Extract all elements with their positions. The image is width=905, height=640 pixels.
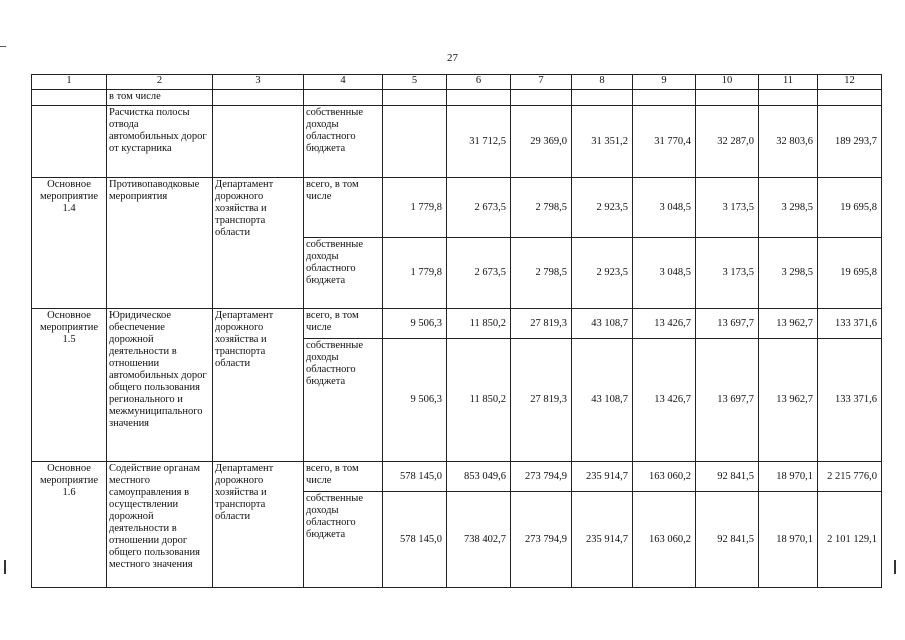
value-cell: 19 695,8 xyxy=(818,178,882,238)
header-cell: 4 xyxy=(304,75,383,90)
activity-name: Расчистка полосы отвода автомобильных дорог от кустарника xyxy=(107,106,213,178)
empty-cell xyxy=(759,90,818,106)
value-cell: 2 798,5 xyxy=(511,178,572,238)
value-cell xyxy=(383,106,447,178)
value-cell: 133 371,6 xyxy=(818,309,882,339)
value-cell: 738 402,7 xyxy=(447,492,511,588)
executor: Департамент дорожного хозяйства и транспорта области xyxy=(213,178,304,309)
value-cell: 163 060,2 xyxy=(633,492,696,588)
binding-mark-right xyxy=(894,560,896,574)
value-cell: 32 803,6 xyxy=(759,106,818,178)
value-cell: 235 914,7 xyxy=(572,492,633,588)
value-cell: 29 369,0 xyxy=(511,106,572,178)
value-cell: 273 794,9 xyxy=(511,492,572,588)
value-cell: 13 962,7 xyxy=(759,309,818,339)
funding-source: собственные доходы областного бюджета xyxy=(304,492,383,588)
executor: Департамент дорожного хозяйства и транспорта области xyxy=(213,462,304,588)
activity-name: Противопаводковые мероприятия xyxy=(107,178,213,309)
value-cell: 13 426,7 xyxy=(633,339,696,462)
empty-cell xyxy=(32,106,107,178)
value-cell: 19 695,8 xyxy=(818,238,882,309)
margin-dash xyxy=(0,46,6,47)
value-cell: 18 970,1 xyxy=(759,492,818,588)
value-cell: 578 145,0 xyxy=(383,462,447,492)
value-cell: 9 506,3 xyxy=(383,339,447,462)
empty-cell xyxy=(447,90,511,106)
value-cell: 2 673,5 xyxy=(447,178,511,238)
value-cell: 13 697,7 xyxy=(696,309,759,339)
value-cell: 3 298,5 xyxy=(759,238,818,309)
empty-cell xyxy=(213,90,304,106)
value-cell: 163 060,2 xyxy=(633,462,696,492)
value-cell: 43 108,7 xyxy=(572,339,633,462)
value-cell: 133 371,6 xyxy=(818,339,882,462)
value-cell: 32 287,0 xyxy=(696,106,759,178)
value-cell: 31 351,2 xyxy=(572,106,633,178)
activity-code: Основное мероприятие 1.4 xyxy=(32,178,107,309)
value-cell: 273 794,9 xyxy=(511,462,572,492)
executor: Департамент дорожного хозяйства и транспорта области xyxy=(213,309,304,462)
value-cell: 31 712,5 xyxy=(447,106,511,178)
budget-table xyxy=(31,74,882,588)
subheading-label: в том числе xyxy=(107,90,213,106)
value-cell: 92 841,5 xyxy=(696,492,759,588)
value-cell: 1 779,8 xyxy=(383,178,447,238)
funding-source: всего, в том числе xyxy=(304,462,383,492)
value-cell: 3 173,5 xyxy=(696,238,759,309)
value-cell: 2 215 776,0 xyxy=(818,462,882,492)
value-cell: 235 914,7 xyxy=(572,462,633,492)
value-cell: 92 841,5 xyxy=(696,462,759,492)
header-cell: 8 xyxy=(572,75,633,90)
empty-cell xyxy=(213,106,304,178)
value-cell: 3 298,5 xyxy=(759,178,818,238)
funding-source: всего, в том числе xyxy=(304,309,383,339)
value-cell: 27 819,3 xyxy=(511,339,572,462)
page-number: 27 xyxy=(447,52,458,64)
empty-cell xyxy=(304,90,383,106)
funding-source: всего, в том числе xyxy=(304,178,383,238)
header-cell: 11 xyxy=(759,75,818,90)
empty-cell xyxy=(818,90,882,106)
table-row xyxy=(32,462,882,492)
header-row xyxy=(32,75,882,90)
funding-source: собственные доходы областного бюджета xyxy=(304,238,383,309)
value-cell: 3 173,5 xyxy=(696,178,759,238)
table-row xyxy=(32,309,882,339)
value-cell: 2 798,5 xyxy=(511,238,572,309)
header-cell: 5 xyxy=(383,75,447,90)
value-cell: 11 850,2 xyxy=(447,309,511,339)
header-cell: 3 xyxy=(213,75,304,90)
header-cell: 7 xyxy=(511,75,572,90)
binding-mark-left xyxy=(4,560,6,574)
empty-cell xyxy=(696,90,759,106)
value-cell: 2 923,5 xyxy=(572,178,633,238)
subheading-row xyxy=(32,90,882,106)
empty-cell xyxy=(572,90,633,106)
value-cell: 11 850,2 xyxy=(447,339,511,462)
empty-cell xyxy=(383,90,447,106)
value-cell: 3 048,5 xyxy=(633,178,696,238)
value-cell: 13 697,7 xyxy=(696,339,759,462)
table-row xyxy=(32,106,882,178)
header-cell: 9 xyxy=(633,75,696,90)
table-row xyxy=(32,178,882,238)
value-cell: 13 962,7 xyxy=(759,339,818,462)
value-cell: 27 819,3 xyxy=(511,309,572,339)
header-cell: 6 xyxy=(447,75,511,90)
empty-cell xyxy=(32,90,107,106)
value-cell: 2 101 129,1 xyxy=(818,492,882,588)
funding-source: собственные доходы областного бюджета xyxy=(304,339,383,462)
value-cell: 31 770,4 xyxy=(633,106,696,178)
value-cell: 1 779,8 xyxy=(383,238,447,309)
value-cell: 2 673,5 xyxy=(447,238,511,309)
header-cell: 2 xyxy=(107,75,213,90)
activity-code: Основное мероприятие 1.6 xyxy=(32,462,107,588)
value-cell: 3 048,5 xyxy=(633,238,696,309)
funding-source: собственные доходы областного бюджета xyxy=(304,106,383,178)
value-cell: 18 970,1 xyxy=(759,462,818,492)
header-cell: 10 xyxy=(696,75,759,90)
header-cell: 1 xyxy=(32,75,107,90)
value-cell: 13 426,7 xyxy=(633,309,696,339)
value-cell: 189 293,7 xyxy=(818,106,882,178)
empty-cell xyxy=(633,90,696,106)
activity-name: Юридическое обеспечение дорожной деятельности в отношении автомобильных дорог общего пользования регионального и межмуниципального значения xyxy=(107,309,213,462)
empty-cell xyxy=(511,90,572,106)
value-cell: 9 506,3 xyxy=(383,309,447,339)
header-cell: 12 xyxy=(818,75,882,90)
value-cell: 2 923,5 xyxy=(572,238,633,309)
value-cell: 853 049,6 xyxy=(447,462,511,492)
activity-name: Содействие органам местного самоуправления в осуществлении дорожной деятельности в отношении дорог общего пользования местного значения xyxy=(107,462,213,588)
value-cell: 43 108,7 xyxy=(572,309,633,339)
activity-code: Основное мероприятие 1.5 xyxy=(32,309,107,462)
value-cell: 578 145,0 xyxy=(383,492,447,588)
